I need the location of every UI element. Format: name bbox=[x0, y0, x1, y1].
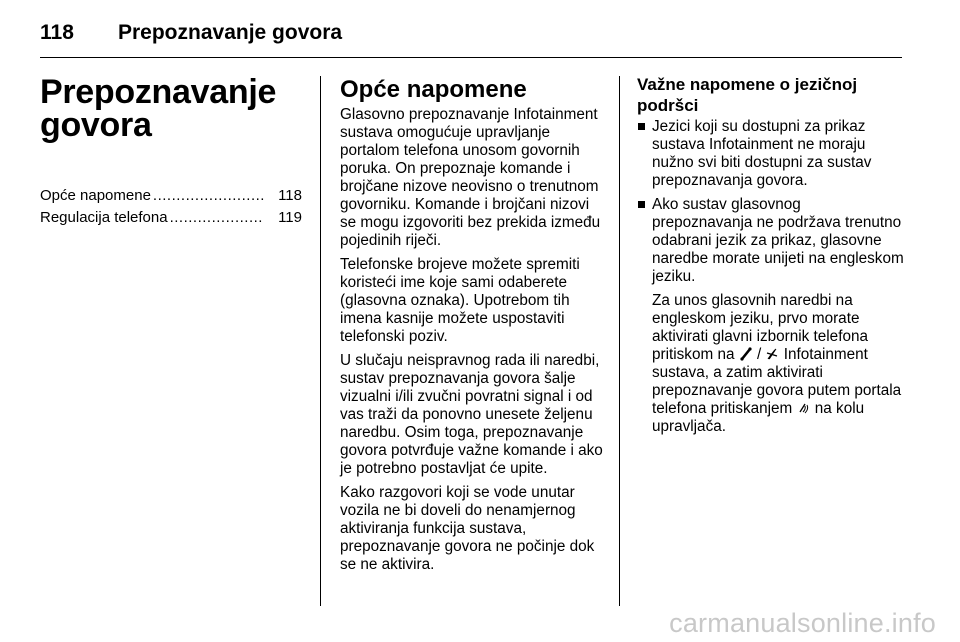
page-header bbox=[40, 16, 920, 50]
bullet-list bbox=[637, 118, 905, 436]
text-run: / bbox=[756, 346, 762, 363]
toc-label: Opće napomene bbox=[40, 187, 151, 204]
chapter-title-line2: govora bbox=[40, 106, 152, 144]
paragraph: Kako razgovori koji se vode unutar vozila ne bi doveli do nenamjernog aktiviranja funkcija sustava, prepoznavanje govora ne počinje dok se ne aktivira. bbox=[340, 484, 595, 573]
paragraph: U slučaju neispravnog rada ili naredbi, sustav prepoznavanja govora šalje vizualni i/ili zvučni povratni signal i od vas traži da ponovno unesete željenu naredbu. Osim toga, prepoznavanje govora potvrđuje važne komande i ako je potrebno postavljat će upite. bbox=[340, 352, 603, 477]
subsection-heading: Važne napomene o jezičnoj podršci bbox=[637, 75, 858, 115]
chapter-column bbox=[40, 73, 302, 229]
chapter-title-line1: Prepoznavanje bbox=[40, 73, 277, 111]
toc-page: 118 bbox=[278, 187, 302, 204]
column-divider-1 bbox=[320, 76, 321, 606]
voice-control-icon bbox=[797, 401, 811, 415]
toc-leader: .................... bbox=[169, 209, 263, 226]
bullet-text-continued bbox=[652, 292, 905, 436]
toc-entry-phone-control[interactable] bbox=[40, 207, 302, 229]
section-heading: Opće napomene bbox=[340, 76, 527, 103]
toc-leader: ........................ bbox=[152, 187, 265, 204]
bullet-square-icon bbox=[638, 201, 645, 208]
running-title: Prepoznavanje govora bbox=[118, 21, 343, 44]
page-number: 118 bbox=[40, 21, 74, 44]
paragraph: Glasovno prepoznavanje Infotainment sustava omogućuje upravljanje portalom telefona unosom govornih poruka. On prepoznaje komande i brojčane nizove neovisno o trenutnom govorniku. Komande i brojčani nizovi se mogu izgovoriti bez prekida između pojedinih riječi. bbox=[340, 106, 601, 249]
general-notes-column bbox=[340, 76, 605, 580]
list-item bbox=[637, 118, 905, 190]
header-divider bbox=[40, 57, 902, 58]
language-notes-column bbox=[637, 76, 905, 442]
paragraph: Telefonske brojeve možete spremiti koristeći ime koje sami odaberete (glasovna oznaka). Upotrebom tih imena kasnije možete uspostaviti telefonski poziv. bbox=[340, 256, 580, 345]
bullet-text: Ako sustav glasovnog prepoznavanja ne podržava trenutno odabrani jezik za prikaz, glasovne naredbe morate unijeti na engleskom jeziku. bbox=[652, 196, 904, 285]
text-run: Infotainment sustava, a zatim aktivirati prepoznavanje govora putem portala telefona pritiskanjem bbox=[652, 346, 902, 417]
text-run: Za unos glasovnih naredbi na engleskom jeziku, prvo morate aktivirati glavni izbornik telefona pritiskom na bbox=[652, 292, 868, 363]
text-run: na kolu upravljača. bbox=[652, 400, 865, 435]
mute-phone-icon bbox=[765, 347, 779, 361]
bullet-square-icon bbox=[638, 123, 645, 130]
chapter-title bbox=[40, 73, 302, 144]
toc-entry-general[interactable] bbox=[40, 185, 302, 207]
bullet-text: Jezici koji su dostupni za prikaz sustava Infotainment ne moraju nužno svi biti dostupni za sustav prepoznavanja govora. bbox=[652, 118, 872, 189]
watermark-text: carmanualsonline.info bbox=[669, 608, 936, 638]
toc-page: 119 bbox=[278, 209, 302, 226]
phone-icon bbox=[739, 347, 753, 361]
toc-label: Regulacija telefona bbox=[40, 209, 168, 226]
column-divider-2 bbox=[619, 76, 620, 606]
list-item bbox=[637, 196, 905, 436]
